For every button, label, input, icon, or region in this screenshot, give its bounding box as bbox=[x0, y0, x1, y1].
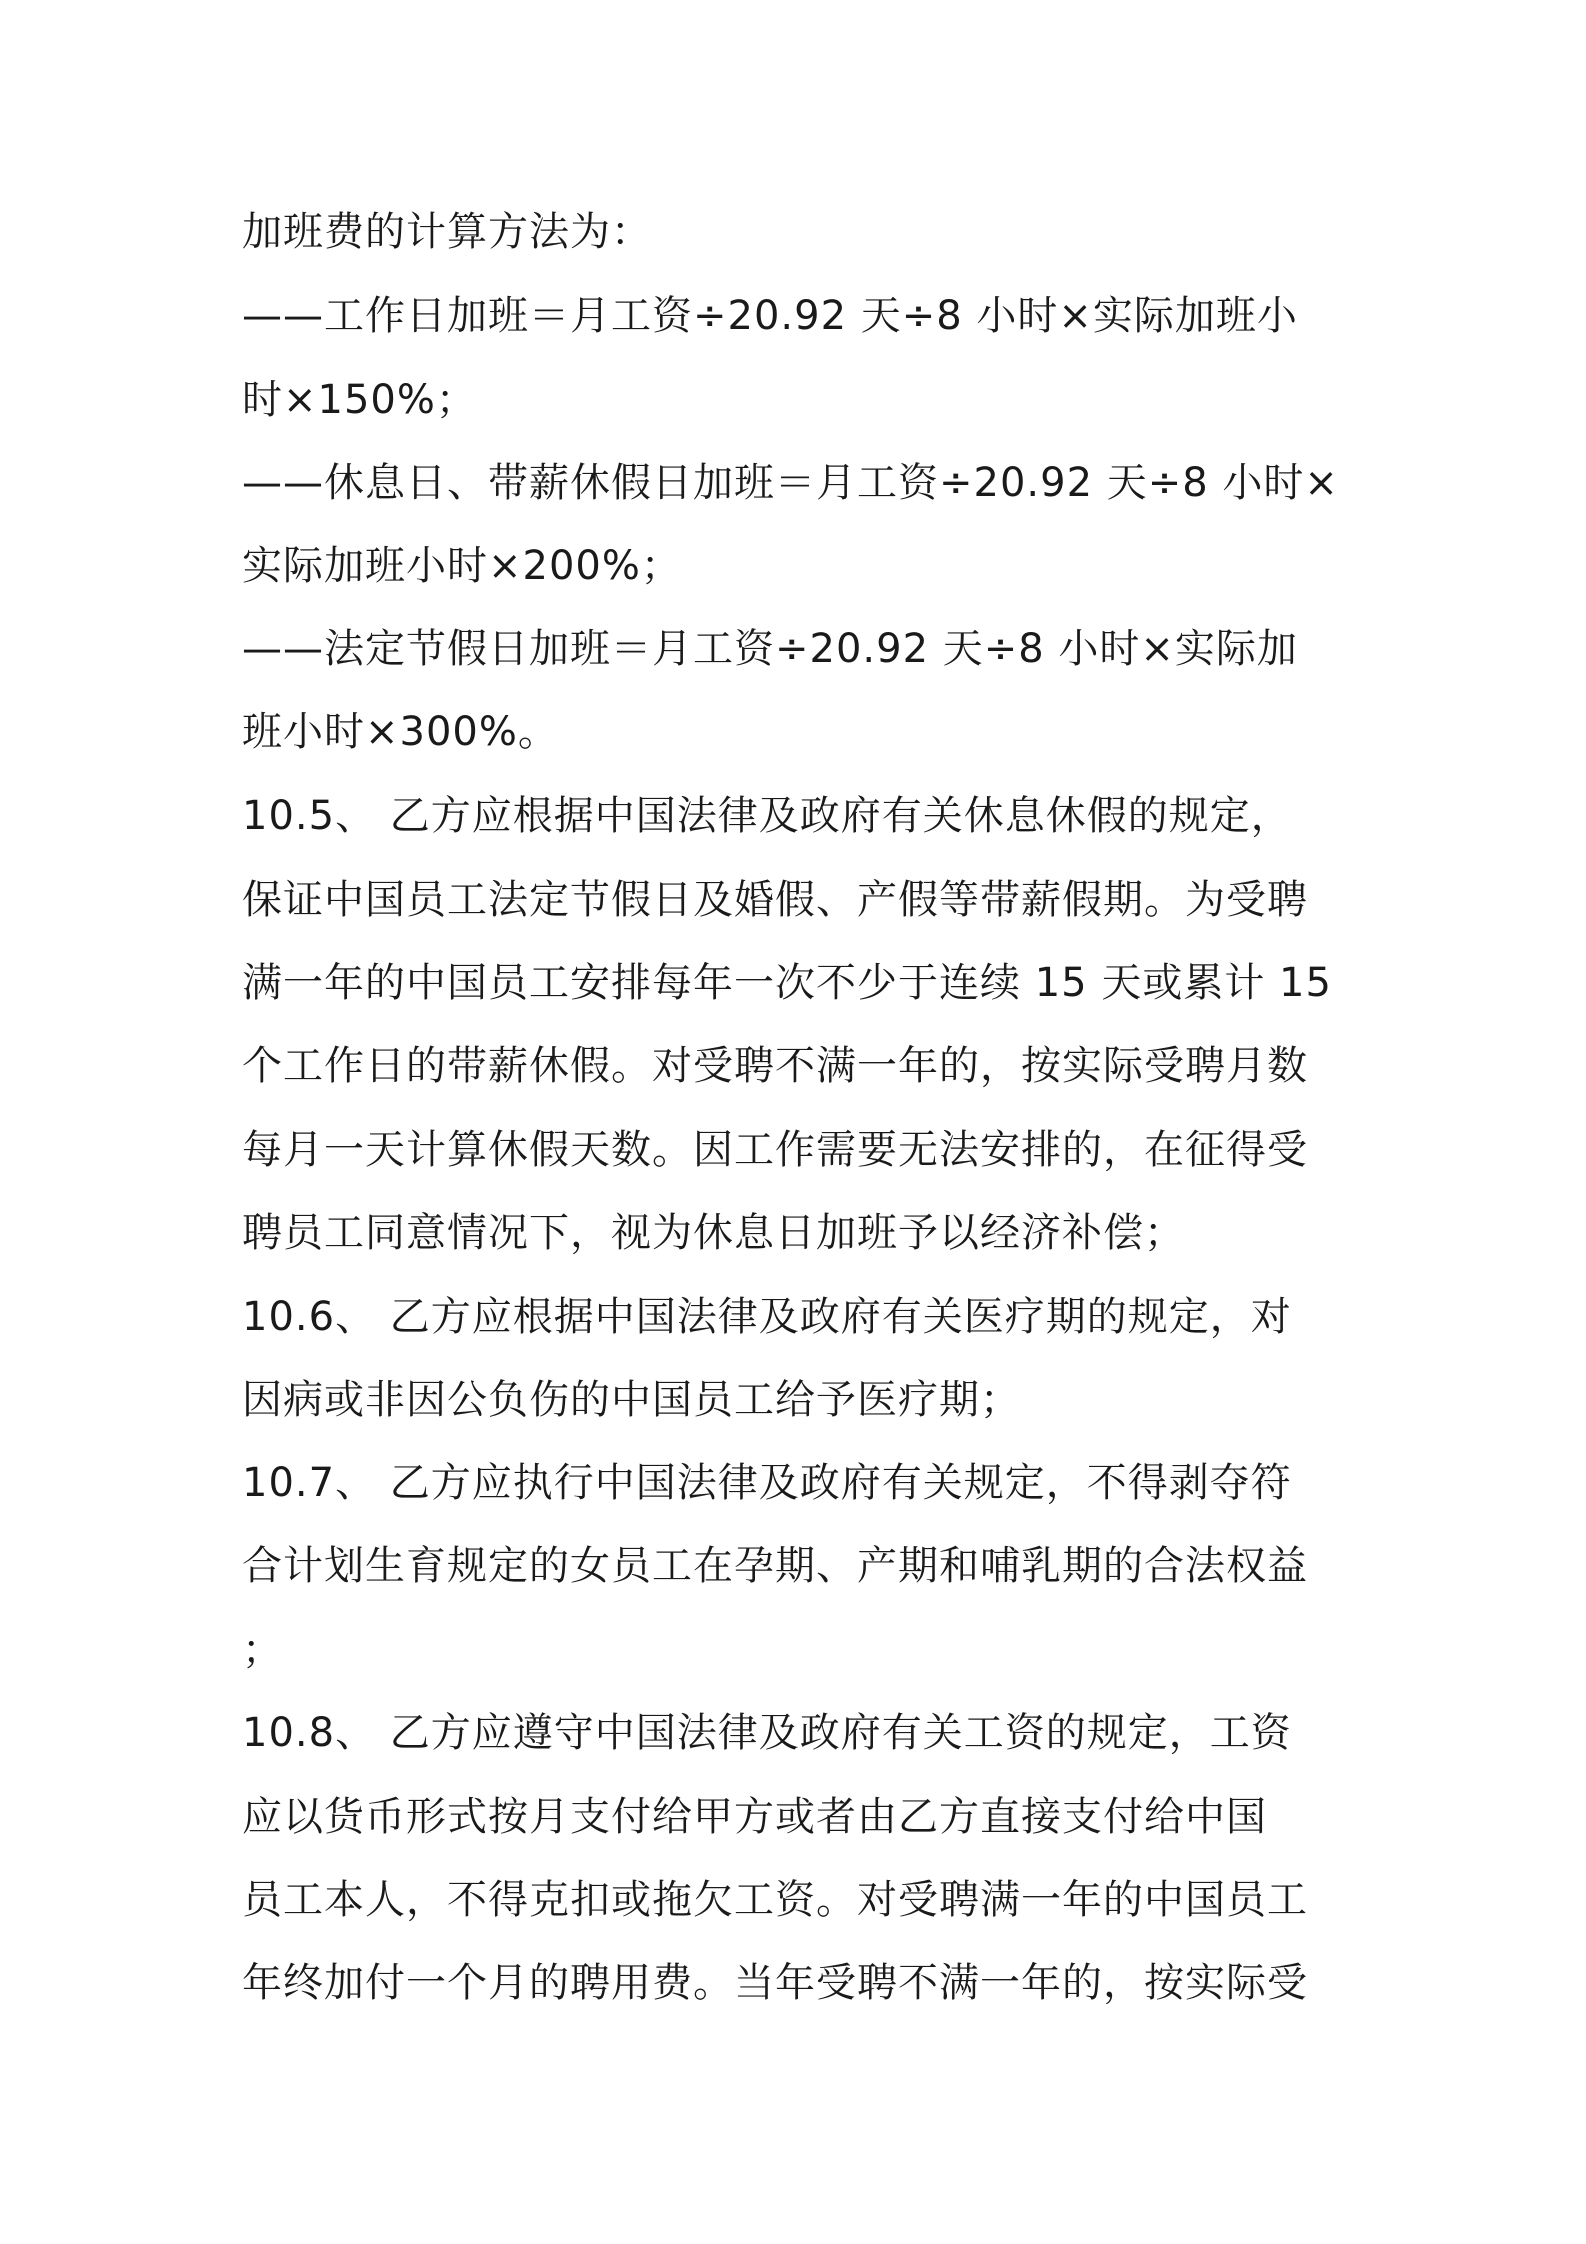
text-line: 聘员工同意情况下，视为休息日加班予以经济补偿； bbox=[242, 1210, 1185, 1256]
text-line: 每月一天计算休假天数。因工作需要无法安排的，在征得受 bbox=[242, 1127, 1308, 1173]
text-line: 合计划生育规定的女员工在孕期、产期和哺乳期的合法权益 bbox=[242, 1543, 1308, 1589]
text-line: 10.6、 乙方应根据中国法律及政府有关医疗期的规定，对 bbox=[242, 1294, 1292, 1340]
text-line: 满一年的中国员工安排每年一次不少于连续 15 天或累计 15 bbox=[242, 960, 1332, 1006]
text-line: 实际加班小时×200%； bbox=[242, 543, 682, 589]
text-line: 加班费的计算方法为： bbox=[242, 209, 652, 255]
text-line: 保证中国员工法定节假日及婚假、产假等带薪假期。为受聘 bbox=[242, 877, 1308, 923]
text-line: 时×150%； bbox=[242, 377, 477, 423]
text-line: ——法定节假日加班＝月工资÷20.92 天÷8 小时×实际加 bbox=[242, 626, 1298, 672]
text-line: 10.8、 乙方应遵守中国法律及政府有关工资的规定，工资 bbox=[242, 1710, 1292, 1756]
text-line: 班小时×300%。 bbox=[242, 709, 559, 755]
text-line: 个工作日的带薪休假。对受聘不满一年的，按实际受聘月数 bbox=[242, 1043, 1308, 1089]
text-line: ； bbox=[242, 1627, 283, 1673]
text-line: 年终加付一个月的聘用费。当年受聘不满一年的，按实际受 bbox=[242, 1960, 1308, 2006]
text-line: 10.7、 乙方应执行中国法律及政府有关规定，不得剥夺符 bbox=[242, 1460, 1292, 1506]
text-line: 员工本人，不得克扣或拖欠工资。对受聘满一年的中国员工 bbox=[242, 1877, 1308, 1923]
text-line: ——工作日加班＝月工资÷20.92 天÷8 小时×实际加班小 bbox=[242, 293, 1298, 339]
text-line: 10.5、 乙方应根据中国法律及政府有关休息休假的规定， bbox=[242, 793, 1292, 839]
text-line: ——休息日、带薪休假日加班＝月工资÷20.92 天÷8 小时× bbox=[242, 460, 1339, 506]
text-line: 因病或非因公负伤的中国员工给予医疗期； bbox=[242, 1377, 1021, 1423]
text-line: 应以货币形式按月支付给甲方或者由乙方直接支付给中国 bbox=[242, 1794, 1267, 1840]
